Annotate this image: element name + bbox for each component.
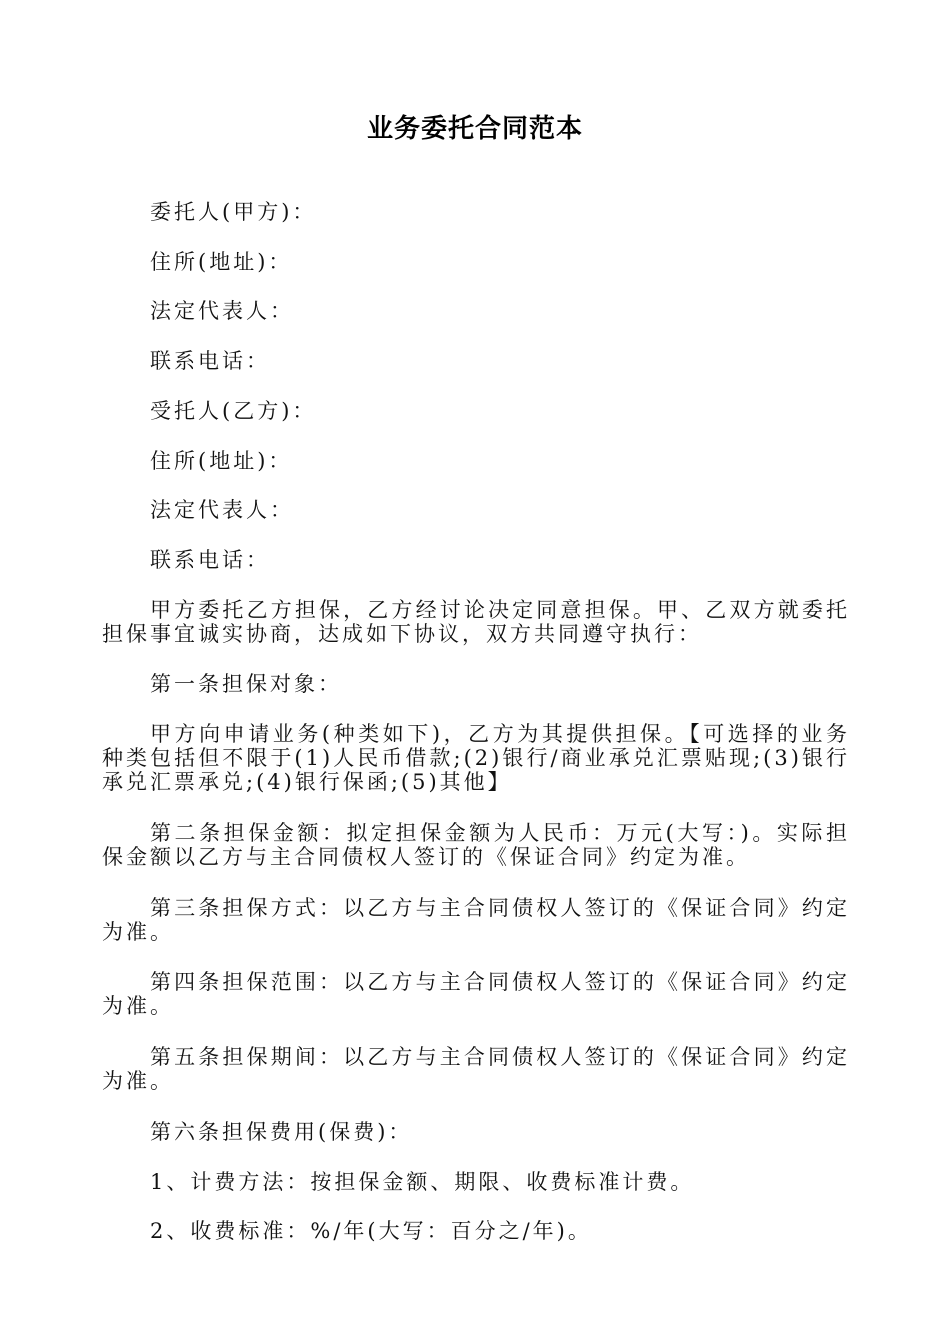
paragraph-principal-legal-rep: 法定代表人： [150, 299, 294, 323]
paragraph-article-1-body: 甲方向申请业务(种类如下)，乙方为其提供担保。【可选择的业务种类包括但不限于(1)人民币借款;(2)银行/商业承兑汇票贴现;(3)银行承兑汇票承兑;(4)银行保函;(5)其他】 [102, 722, 850, 794]
paragraph-preamble: 甲方委托乙方担保，乙方经讨论决定同意担保。甲、乙双方就委托担保事宜诚实协商，达成如下协议，双方共同遵守执行： [102, 598, 850, 646]
paragraph-article-1: 第一条担保对象： [150, 672, 342, 696]
paragraph-principal-address: 住所(地址)： [150, 250, 293, 274]
paragraph-fee-rate: 2、收费标准：%/年(大写：百分之/年)。 [150, 1219, 592, 1243]
paragraph-fee-method: 1、计费方法：按担保金额、期限、收费标准计费。 [150, 1170, 695, 1194]
paragraph-article-6: 第六条担保费用(保费)： [150, 1120, 413, 1144]
paragraph-principal: 委托人(甲方)： [150, 200, 317, 224]
document-title: 业务委托合同范本 [366, 114, 583, 144]
paragraph-article-3: 第三条担保方式：以乙方与主合同债权人签订的《保证合同》约定为准。 [102, 896, 850, 944]
paragraph-agent-address: 住所(地址)： [150, 449, 293, 473]
paragraph-article-2: 第二条担保金额：拟定担保金额为人民币：万元(大写：)。实际担保金额以乙方与主合同债权人签订的《保证合同》约定为准。 [102, 821, 850, 869]
paragraph-agent: 受托人(乙方)： [150, 399, 317, 423]
paragraph-agent-phone: 联系电话： [150, 548, 270, 572]
paragraph-article-4: 第四条担保范围：以乙方与主合同债权人签订的《保证合同》约定为准。 [102, 970, 850, 1018]
paragraph-principal-phone: 联系电话： [150, 349, 270, 373]
paragraph-agent-legal-rep: 法定代表人： [150, 498, 294, 522]
paragraph-article-5: 第五条担保期间：以乙方与主合同债权人签订的《保证合同》约定为准。 [102, 1045, 850, 1093]
